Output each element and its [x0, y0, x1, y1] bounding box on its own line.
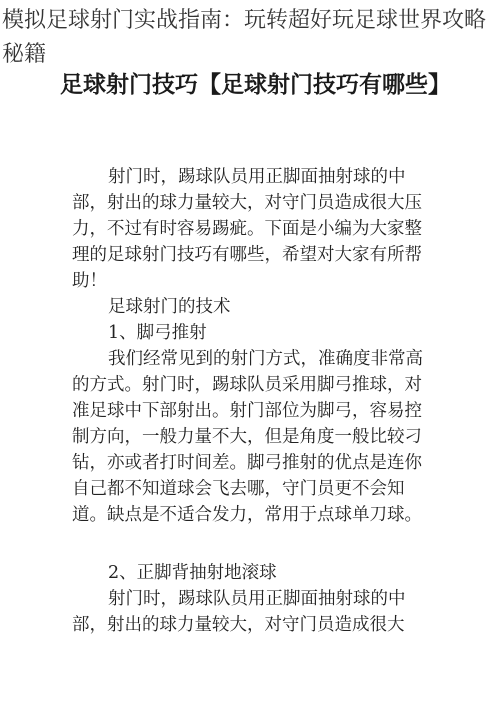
item-1-title: 1、脚弓推射	[108, 323, 207, 343]
intro-paragraph: 射门时，踢球队员用正脚面抽射球的中部，射出的球力量较大，对守门员造成很大压力，不过有时容易踢疵。下面是小编为大家整理的足球射门技巧有哪些，希望对大家有所帮助！	[72, 167, 422, 291]
article-heading: 足球射门技巧【足球射门技巧有哪些】	[60, 71, 451, 98]
page-title: 模拟足球射门实战指南：玩转超好玩足球世界攻略秘籍	[2, 8, 487, 67]
item-1-paragraph: 我们经常见到的射门方式，准确度非常高的方式。射门时，踢球队员采用脚弓推球，对准足球中下部射出。射门部位为脚弓，容易控制方向，一般力量不大，但是角度一般比较刁钻，亦或者打时间差。脚弓推射的优点是连你自己都不知道球会飞去哪，守门员更不会知道。缺点是不适合发力，常用于点球单刀球。	[72, 349, 423, 525]
section-title: 足球射门的技术	[108, 297, 231, 317]
item-2-title: 2、正脚背抽射地滚球	[108, 563, 277, 583]
item-2-paragraph: 射门时，踢球队员用正脚面抽射球的中部，射出的球力量较大，对守门员造成很大	[72, 589, 406, 635]
